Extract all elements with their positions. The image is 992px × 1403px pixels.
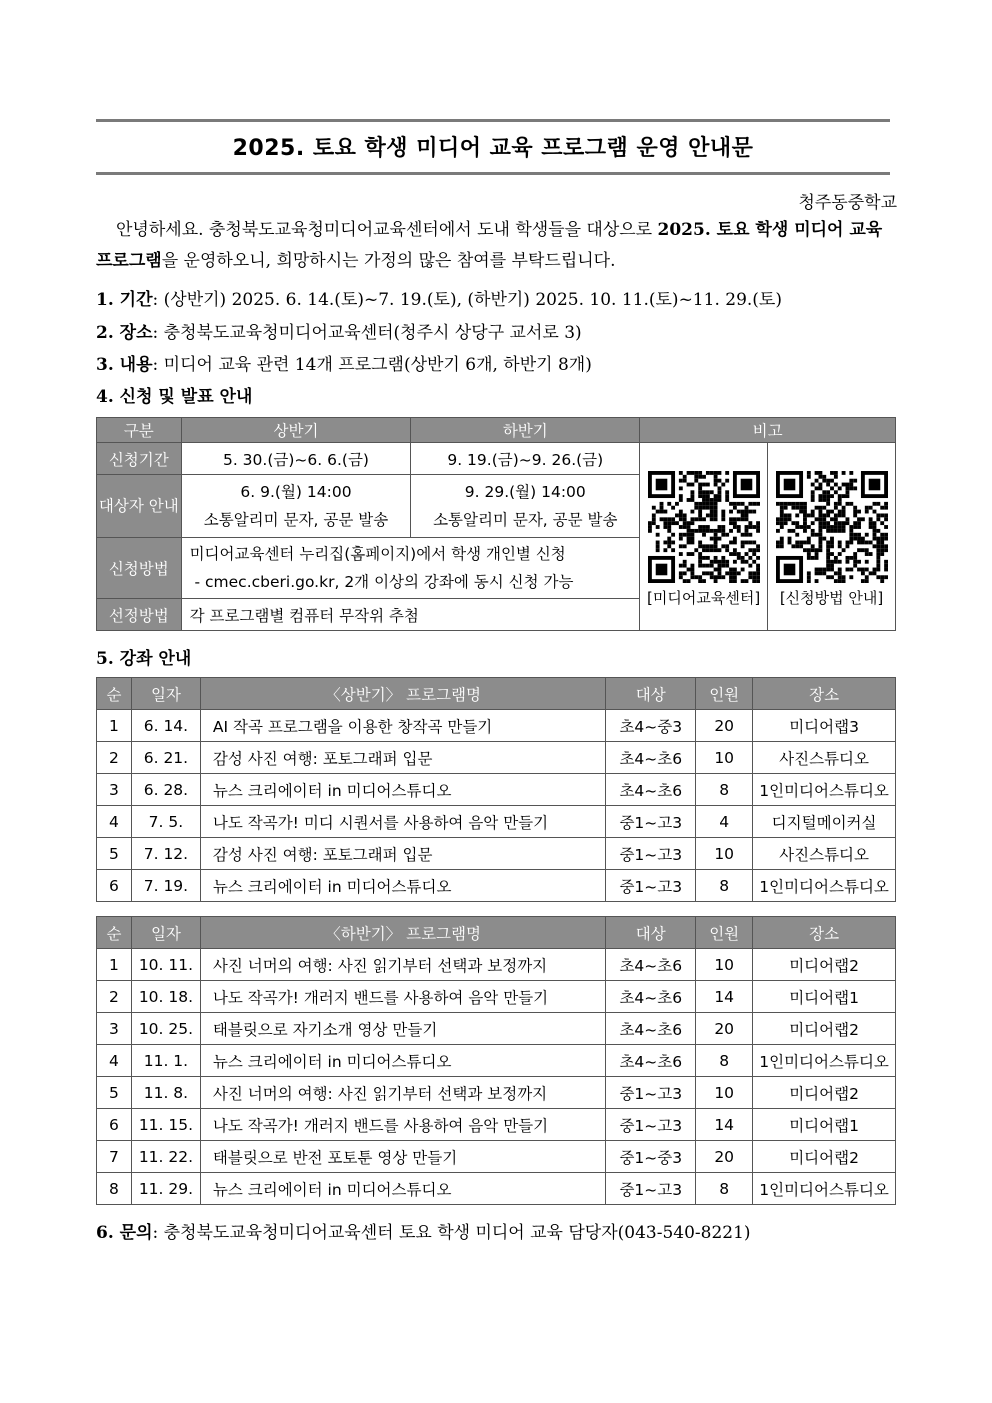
qr-cell-media-center <box>640 443 768 631</box>
notice-second-half-method: 소통알리미 문자, 공문 발송 <box>433 511 618 529</box>
table-row <box>97 806 896 838</box>
content-label: 3. 내용 <box>96 355 153 375</box>
row-count: 8 <box>696 1045 753 1077</box>
second-col-place: 장소 <box>753 917 896 949</box>
method-line-1: 미디어교육센터 누리집(홈페이지)에서 학생 개인별 신청 <box>189 545 566 563</box>
row-date: 10. 11. <box>131 949 200 981</box>
notice-second-half-date: 9. 29.(월) 14:00 <box>464 483 586 501</box>
row-no: 2 <box>97 981 132 1013</box>
row-place: 1인미디어스튜디오 <box>753 774 896 806</box>
method-text <box>181 538 640 599</box>
row-target: 초4~초6 <box>606 981 696 1013</box>
row-date: 6. 28. <box>131 774 200 806</box>
first-col-target: 대상 <box>606 678 696 710</box>
row-target: 중1~고3 <box>606 838 696 870</box>
place-label: 2. 장소 <box>96 323 153 343</box>
row-no: 4 <box>97 1045 132 1077</box>
row-place: 미디어랩3 <box>753 710 896 742</box>
apply-header-first-half: 상반기 <box>181 418 411 443</box>
table-row <box>97 949 896 981</box>
section-5-heading: 5. 강좌 안내 <box>96 649 192 669</box>
row-date: 11. 1. <box>131 1045 200 1077</box>
period-text: : (상반기) 2025. 6. 14.(토)~7. 19.(토), (하반기) 2025. 10. 11.(토)~11. 29.(토) <box>152 290 782 310</box>
row-count: 8 <box>696 1173 753 1205</box>
period-line <box>96 285 896 310</box>
title-top-rule <box>96 119 890 122</box>
row-no: 2 <box>97 742 132 774</box>
notice-first-half-date: 6. 9.(월) 14:00 <box>240 483 352 501</box>
table-row <box>97 981 896 1013</box>
second-col-no: 순 <box>97 917 132 949</box>
row-no: 8 <box>97 1173 132 1205</box>
row-place: 미디어랩2 <box>753 1013 896 1045</box>
row-date: 11. 15. <box>131 1109 200 1141</box>
row-program-name: 태블릿으로 반전 포토툰 영상 만들기 <box>200 1141 605 1173</box>
apply-header-note: 비고 <box>640 418 896 443</box>
row-target: 초4~초6 <box>606 1045 696 1077</box>
row-place: 디지털메이커실 <box>753 806 896 838</box>
row-program-name: 사진 너머의 여행: 사진 읽기부터 선택과 보정까지 <box>200 949 605 981</box>
row-no: 5 <box>97 838 132 870</box>
row-target: 중1~고3 <box>606 1077 696 1109</box>
row-no: 7 <box>97 1141 132 1173</box>
row-no: 1 <box>97 710 132 742</box>
row-date: 10. 18. <box>131 981 200 1013</box>
row-count: 10 <box>696 742 753 774</box>
qr-caption-media-center: [미디어교육센터] <box>647 589 761 607</box>
row-target: 중1~고3 <box>606 1173 696 1205</box>
row-place: 1인미디어스튜디오 <box>753 870 896 902</box>
row-count: 10 <box>696 838 753 870</box>
row-date: 7. 12. <box>131 838 200 870</box>
second-col-name: 〈하반기〉 프로그램명 <box>200 917 605 949</box>
first-col-date: 일자 <box>131 678 200 710</box>
table-row <box>97 742 896 774</box>
row-place: 미디어랩2 <box>753 949 896 981</box>
period-first-half: 5. 30.(금)~6. 6.(금) <box>181 443 411 475</box>
row-target: 초4~초6 <box>606 742 696 774</box>
table-row <box>97 774 896 806</box>
row-count: 4 <box>696 806 753 838</box>
first-half-program-table <box>96 677 896 902</box>
row-date: 11. 29. <box>131 1173 200 1205</box>
notice-first-half <box>181 475 411 538</box>
second-half-program-table <box>96 916 896 1205</box>
contact-text: : 충청북도교육청미디어교육센터 토요 학생 미디어 교육 담당자(043-540-8221) <box>152 1223 751 1243</box>
intro-text-2: 을 운영하오니, 희망하시는 가정의 많은 참여를 부탁드립니다. <box>161 251 616 271</box>
row-no: 6 <box>97 1109 132 1141</box>
row-count: 10 <box>696 949 753 981</box>
row-place: 1인미디어스튜디오 <box>753 1173 896 1205</box>
row-place: 1인미디어스튜디오 <box>753 1045 896 1077</box>
content-text: : 미디어 교육 관련 14개 프로그램(상반기 6개, 하반기 8개) <box>152 355 592 375</box>
first-col-name: 〈상반기〉 프로그램명 <box>200 678 605 710</box>
section-4-heading: 4. 신청 및 발표 안내 <box>96 387 253 407</box>
table-row <box>97 710 896 742</box>
row-target: 초4~초6 <box>606 774 696 806</box>
row-no: 1 <box>97 949 132 981</box>
row-place: 사진스튜디오 <box>753 742 896 774</box>
table-row <box>97 870 896 902</box>
method-line-2: - cmec.cberi.go.kr, 2개 이상의 강좌에 동시 신청 가능 <box>189 573 574 591</box>
row-place: 미디어랩1 <box>753 981 896 1013</box>
row-program-name: 감성 사진 여행: 포토그래퍼 입문 <box>200 838 605 870</box>
row-program-name: 뉴스 크리에이터 in 미디어스튜디오 <box>200 870 605 902</box>
row-program-name: 태블릿으로 자기소개 영상 만들기 <box>200 1013 605 1045</box>
row-count: 20 <box>696 1013 753 1045</box>
row-date: 7. 5. <box>131 806 200 838</box>
row-count: 14 <box>696 1109 753 1141</box>
table-row <box>97 838 896 870</box>
qr-caption-apply-guide: [신청방법 안내] <box>779 589 884 607</box>
row-count: 8 <box>696 774 753 806</box>
table-row <box>97 1045 896 1077</box>
contact-line <box>96 1218 751 1243</box>
table-row <box>97 1109 896 1141</box>
notice-row-label: 대상자 안내 <box>97 475 182 538</box>
row-count: 10 <box>696 1077 753 1109</box>
second-col-count: 인원 <box>696 917 753 949</box>
row-program-name: 사진 너머의 여행: 사진 읽기부터 선택과 보정까지 <box>200 1077 605 1109</box>
row-target: 중1~고3 <box>606 806 696 838</box>
period-second-half: 9. 19.(금)~9. 26.(금) <box>411 443 640 475</box>
second-col-date: 일자 <box>131 917 200 949</box>
content-line <box>96 350 896 375</box>
qr-code-icon[interactable] <box>648 471 760 583</box>
first-col-no: 순 <box>97 678 132 710</box>
apply-header-second-half: 하반기 <box>411 418 640 443</box>
intro-paragraph <box>96 215 896 277</box>
notice-second-half <box>411 475 640 538</box>
row-count: 20 <box>696 710 753 742</box>
row-no: 6 <box>97 870 132 902</box>
row-program-name: 뉴스 크리에이터 in 미디어스튜디오 <box>200 1045 605 1077</box>
table-row <box>97 1077 896 1109</box>
row-date: 11. 22. <box>131 1141 200 1173</box>
intro-text-1: 안녕하세요. 충청북도교육청미디어교육센터에서 도내 학생들을 대상으로 <box>116 220 658 240</box>
row-date: 6. 14. <box>131 710 200 742</box>
table-row <box>97 1173 896 1205</box>
qr-code-icon[interactable] <box>776 471 888 583</box>
period-row-label: 신청기간 <box>97 443 182 475</box>
row-target: 초4~초6 <box>606 1013 696 1045</box>
period-label: 1. 기간 <box>96 290 153 310</box>
row-program-name: 뉴스 크리에이터 in 미디어스튜디오 <box>200 1173 605 1205</box>
school-name: 청주동중학교 <box>798 193 897 213</box>
first-col-place: 장소 <box>753 678 896 710</box>
row-count: 14 <box>696 981 753 1013</box>
row-place: 사진스튜디오 <box>753 838 896 870</box>
intro-program-name: 2025. 토요 학생 미디어 교육 프로그램 <box>96 220 883 271</box>
table-row <box>97 1141 896 1173</box>
notice-first-half-method: 소통알리미 문자, 공문 발송 <box>203 511 389 529</box>
row-date: 10. 25. <box>131 1013 200 1045</box>
contact-label: 6. 문의 <box>96 1223 153 1243</box>
table-row <box>97 1013 896 1045</box>
row-count: 8 <box>696 870 753 902</box>
place-line <box>96 318 896 343</box>
row-target: 초4~초6 <box>606 949 696 981</box>
row-no: 5 <box>97 1077 132 1109</box>
row-date: 6. 21. <box>131 742 200 774</box>
place-text: : 충청북도교육청미디어교육센터(청주시 상당구 교서로 3) <box>152 323 582 343</box>
select-row-label: 선정방법 <box>97 599 182 631</box>
first-col-count: 인원 <box>696 678 753 710</box>
row-target: 중1~고3 <box>606 870 696 902</box>
row-date: 11. 8. <box>131 1077 200 1109</box>
row-program-name: 뉴스 크리에이터 in 미디어스튜디오 <box>200 774 605 806</box>
row-program-name: 나도 작곡가! 개러지 밴드를 사용하여 음악 만들기 <box>200 1109 605 1141</box>
row-program-name: 나도 작곡가! 개러지 밴드를 사용하여 음악 만들기 <box>200 981 605 1013</box>
row-no: 3 <box>97 774 132 806</box>
second-col-target: 대상 <box>606 917 696 949</box>
row-target: 중1~고3 <box>606 1109 696 1141</box>
row-date: 7. 19. <box>131 870 200 902</box>
row-count: 20 <box>696 1141 753 1173</box>
row-place: 미디어랩2 <box>753 1077 896 1109</box>
qr-cell-apply-guide <box>768 443 896 631</box>
page-title: 2025. 토요 학생 미디어 교육 프로그램 운영 안내문 <box>232 136 754 161</box>
row-program-name: 감성 사진 여행: 포토그래퍼 입문 <box>200 742 605 774</box>
row-place: 미디어랩1 <box>753 1109 896 1141</box>
row-target: 중1~중3 <box>606 1141 696 1173</box>
row-place: 미디어랩2 <box>753 1141 896 1173</box>
row-no: 4 <box>97 806 132 838</box>
apply-header-category: 구분 <box>97 418 182 443</box>
row-program-name: 나도 작곡가! 미디 시퀀서를 사용하여 음악 만들기 <box>200 806 605 838</box>
row-no: 3 <box>97 1013 132 1045</box>
row-program-name: AI 작곡 프로그램을 이용한 창작곡 만들기 <box>200 710 605 742</box>
method-row-label: 신청방법 <box>97 538 182 599</box>
row-target: 초4~중3 <box>606 710 696 742</box>
title-bottom-rule <box>96 172 890 175</box>
application-table <box>96 417 896 631</box>
select-text: 각 프로그램별 컴퓨터 무작위 추첨 <box>181 599 640 631</box>
